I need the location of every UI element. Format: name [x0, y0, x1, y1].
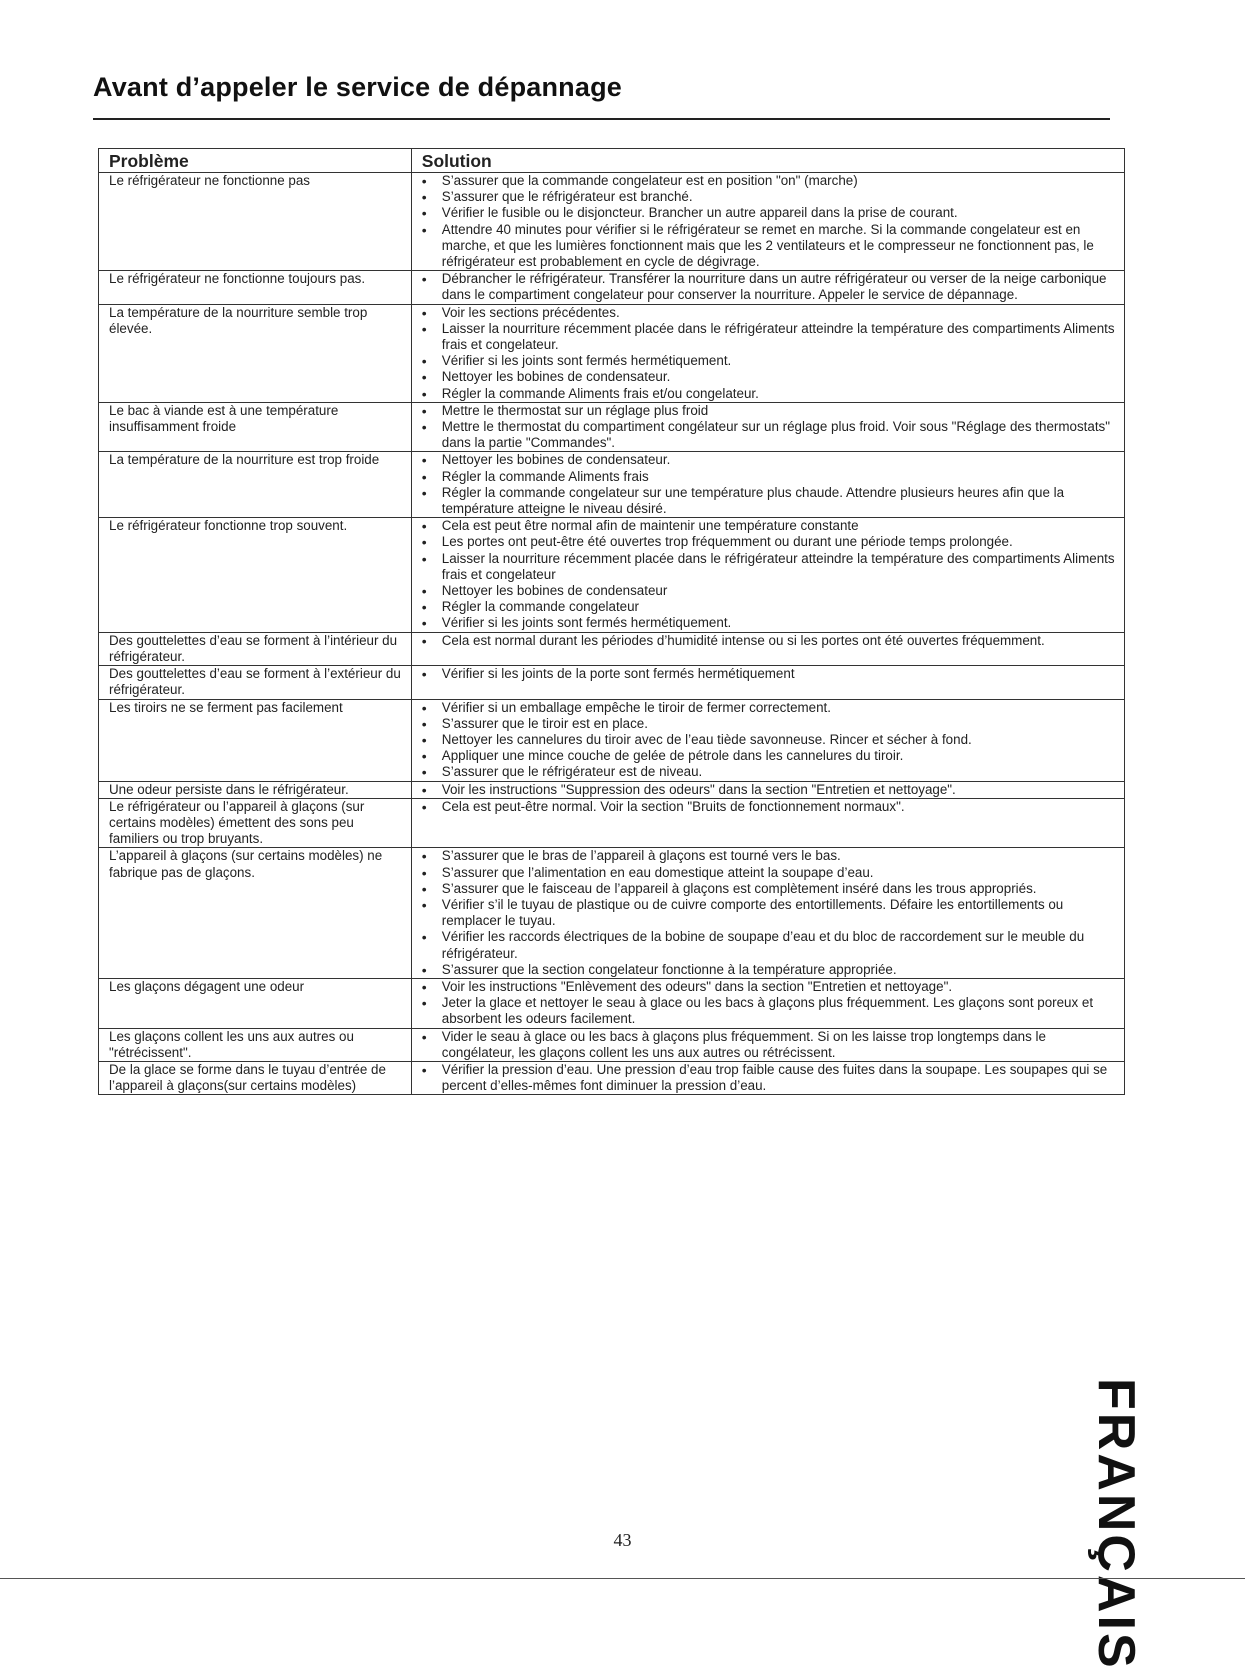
solution-item: • Mettre le thermostat du compartiment congélateur sur un réglage plus froid. Voir sous "Réglage des thermostats" dans la partie "Commandes". — [442, 419, 1118, 451]
solution-item: • S’assurer que l’alimentation en eau domestique atteint la soupape d’eau. — [442, 865, 1118, 881]
table-row — [99, 402, 1125, 452]
solution-item: • Vérifier le fusible ou le disjoncteur. Brancher un autre appareil dans la prise de courant. — [442, 205, 1118, 221]
solution-list — [422, 979, 1118, 1028]
solution-item: • S’assurer que la commande congelateur est en position "on" (marche) — [442, 173, 1118, 189]
table-row — [99, 1028, 1125, 1061]
solution-item: • Vérifier les raccords électriques de la bobine de soupape d’eau et du bloc de raccordement sur le meuble du réfrigérateur. — [442, 929, 1118, 961]
solution-item: • Laisser la nourriture récemment placée dans le réfrigérateur atteindre la température des compartiments Aliments frais et congelateur. — [442, 321, 1118, 353]
table-row — [99, 304, 1125, 402]
solution-cell — [411, 402, 1124, 452]
solution-list — [422, 782, 1118, 798]
solution-list — [422, 799, 1118, 815]
header-solution: Solution — [411, 149, 1124, 173]
solution-cell — [411, 1028, 1124, 1061]
solution-item: • Attendre 40 minutes pour vérifier si le réfrigérateur se remet en marche. Si la commande congelateur est en marche, et que les lumières fonctionnent mais que les 2 ventilateurs et le compresseur ne fonctionnent pas, le réfrigérateur est probablement en cycle de dégivrage. — [442, 222, 1118, 271]
table-row — [99, 271, 1125, 304]
solution-item: • Vérifier si un emballage empêche le tiroir de fermer correctement. — [442, 700, 1118, 716]
problem-cell: La température de la nourriture est trop froide — [99, 452, 412, 518]
solution-item: • Régler la commande Aliments frais et/ou congelateur. — [442, 386, 1118, 402]
solution-cell — [411, 798, 1124, 848]
solution-item: • Nettoyer les bobines de condensateur — [442, 583, 1118, 599]
solution-item: • Cela est peut-être normal. Voir la section "Bruits de fonctionnement normaux". — [442, 799, 1118, 815]
solution-item: • S’assurer que le tiroir est en place. — [442, 716, 1118, 732]
solution-item: • Régler la commande congelateur sur une température plus chaude. Attendre plusieurs heures afin que la température atteigne le niveau désiré. — [442, 485, 1118, 517]
problem-cell: De la glace se forme dans le tuyau d’entrée de l’appareil à glaçons(sur certains modèles) — [99, 1061, 412, 1094]
solution-item: • Régler la commande congelateur — [442, 599, 1118, 615]
table-row — [99, 848, 1125, 979]
solution-cell — [411, 632, 1124, 665]
table-row — [99, 781, 1125, 798]
solution-list — [422, 173, 1118, 270]
bottom-divider — [0, 1578, 1245, 1579]
solution-item: • Voir les instructions "Enlèvement des odeurs" dans la section "Entretien et nettoyage". — [442, 979, 1118, 995]
solution-item: • S’assurer que le réfrigérateur est de niveau. — [442, 764, 1118, 780]
solution-cell — [411, 978, 1124, 1028]
table-row — [99, 978, 1125, 1028]
solution-cell — [411, 271, 1124, 304]
side-language-label: FRANÇAIS — [1087, 1378, 1145, 1671]
solution-cell — [411, 1061, 1124, 1094]
solution-list — [422, 403, 1118, 452]
solution-item: • Voir les sections précédentes. — [442, 305, 1118, 321]
solution-list — [422, 848, 1118, 978]
solution-cell — [411, 518, 1124, 632]
problem-cell: Les tiroirs ne se ferment pas facilement — [99, 699, 412, 781]
table-row — [99, 666, 1125, 699]
table-row — [99, 1061, 1125, 1094]
solution-item: • S’assurer que le bras de l’appareil à glaçons est tourné vers le bas. — [442, 848, 1118, 864]
problem-cell: La température de la nourriture semble trop élevée. — [99, 304, 412, 402]
solution-list — [422, 700, 1118, 781]
solution-list — [422, 1029, 1118, 1061]
solution-item: • Nettoyer les bobines de condensateur. — [442, 369, 1118, 385]
solution-cell — [411, 173, 1124, 271]
solution-cell — [411, 781, 1124, 798]
solution-list — [422, 305, 1118, 402]
solution-item: • Les portes ont peut-être été ouvertes trop fréquemment ou durant une période temps prolongée. — [442, 534, 1118, 550]
solution-cell — [411, 304, 1124, 402]
solution-cell — [411, 848, 1124, 979]
table-row — [99, 632, 1125, 665]
troubleshooting-table — [98, 148, 1125, 1095]
solution-item: • Vérifier la pression d’eau. Une pression d’eau trop faible cause des fuites dans la soupape. Les soupapes qui se percent d’elles-mêmes font diminuer la pression d’eau. — [442, 1062, 1118, 1094]
solution-item: • Voir les instructions "Suppression des odeurs" dans la section "Entretien et nettoyage". — [442, 782, 1118, 798]
problem-cell: Le réfrigérateur ne fonctionne toujours pas. — [99, 271, 412, 304]
solution-item: • Cela est normal durant les périodes d’humidité intense ou si les portes ont été ouvertes fréquemment. — [442, 633, 1118, 649]
problem-cell: Le réfrigérateur fonctionne trop souvent. — [99, 518, 412, 632]
problem-cell: Une odeur persiste dans le réfrigérateur. — [99, 781, 412, 798]
problem-cell: Le réfrigérateur ou l’appareil à glaçons (sur certains modèles) émettent des sons peu familiers ou trop bruyants. — [99, 798, 412, 848]
solution-item: • S’assurer que le réfrigérateur est branché. — [442, 189, 1118, 205]
page-number: 43 — [613, 1530, 632, 1550]
solution-list — [422, 518, 1118, 631]
solution-item: • S’assurer que le faisceau de l’appareil à glaçons est complètement inséré dans les trous appropriés. — [442, 881, 1118, 897]
table-body — [99, 173, 1125, 1095]
solution-list — [422, 633, 1118, 649]
solution-item: • Cela est peut être normal afin de maintenir une température constante — [442, 518, 1118, 534]
solution-list — [422, 1062, 1118, 1094]
problem-cell: L’appareil à glaçons (sur certains modèles) ne fabrique pas de glaçons. — [99, 848, 412, 979]
problem-cell: Les glaçons collent les uns aux autres ou "rétrécissent". — [99, 1028, 412, 1061]
problem-cell: Le réfrigérateur ne fonctionne pas — [99, 173, 412, 271]
solution-cell — [411, 699, 1124, 781]
solution-item: • Vider le seau à glace ou les bacs à glaçons plus fréquemment. Si on les laisse trop longtemps dans le congélateur, les glaçons collent les uns aux autres ou rétrécissent. — [442, 1029, 1118, 1061]
problem-cell: Le bac à viande est à une température insuffisamment froide — [99, 402, 412, 452]
table-header-row — [99, 149, 1125, 173]
solution-list — [422, 271, 1118, 303]
solution-item: • Jeter la glace et nettoyer le seau à glace ou les bacs à glaçons plus fréquemment. Les glaçons sont poreux et absorbent les odeurs facilement. — [442, 995, 1118, 1027]
table-row — [99, 699, 1125, 781]
solution-item: • Vérifier si les joints sont fermés hermétiquement. — [442, 615, 1118, 631]
solution-item: • S’assurer que la section congelateur fonctionne à la température appropriée. — [442, 962, 1118, 978]
problem-cell: Des gouttelettes d’eau se forment à l’intérieur du réfrigérateur. — [99, 632, 412, 665]
solution-item: • Vérifier s’il le tuyau de plastique ou de cuivre comporte des entortillements. Défaire les entortillements ou remplacer le tuyau. — [442, 897, 1118, 929]
solution-item: • Vérifier si les joints sont fermés hermétiquement. — [442, 353, 1118, 369]
problem-cell: Des gouttelettes d’eau se forment à l’extérieur du réfrigérateur. — [99, 666, 412, 699]
solution-item: • Nettoyer les bobines de condensateur. — [442, 452, 1118, 468]
solution-list — [422, 666, 1118, 682]
header-problem: Problème — [99, 149, 412, 173]
problem-cell: Les glaçons dégagent une odeur — [99, 978, 412, 1028]
solution-cell — [411, 452, 1124, 518]
solution-item: • Vérifier si les joints de la porte sont fermés hermétiquement — [442, 666, 1118, 682]
page-title: Avant d’appeler le service de dépannage — [93, 72, 623, 102]
table-row — [99, 452, 1125, 518]
solution-item: • Mettre le thermostat sur un réglage plus froid — [442, 403, 1118, 419]
solution-cell — [411, 666, 1124, 699]
solution-list — [422, 452, 1118, 517]
title-divider — [93, 118, 1110, 120]
table-row — [99, 173, 1125, 271]
solution-item: • Régler la commande Aliments frais — [442, 469, 1118, 485]
solution-item: • Nettoyer les cannelures du tiroir avec de l’eau tiède savonneuse. Rincer et sécher à fond. — [442, 732, 1118, 748]
solution-item: • Débrancher le réfrigérateur. Transférer la nourriture dans un autre réfrigérateur ou verser de la neige carbonique dans le compartiment congelateur pour conserver la nourriture. Appeler le service de dépannage. — [442, 271, 1118, 303]
solution-item: • Appliquer une mince couche de gelée de pétrole dans les cannelures du tiroir. — [442, 748, 1118, 764]
table-row — [99, 518, 1125, 632]
table-row — [99, 798, 1125, 848]
solution-item: • Laisser la nourriture récemment placée dans le réfrigérateur atteindre la température des compartiments Aliments frais et congelateur — [442, 551, 1118, 583]
